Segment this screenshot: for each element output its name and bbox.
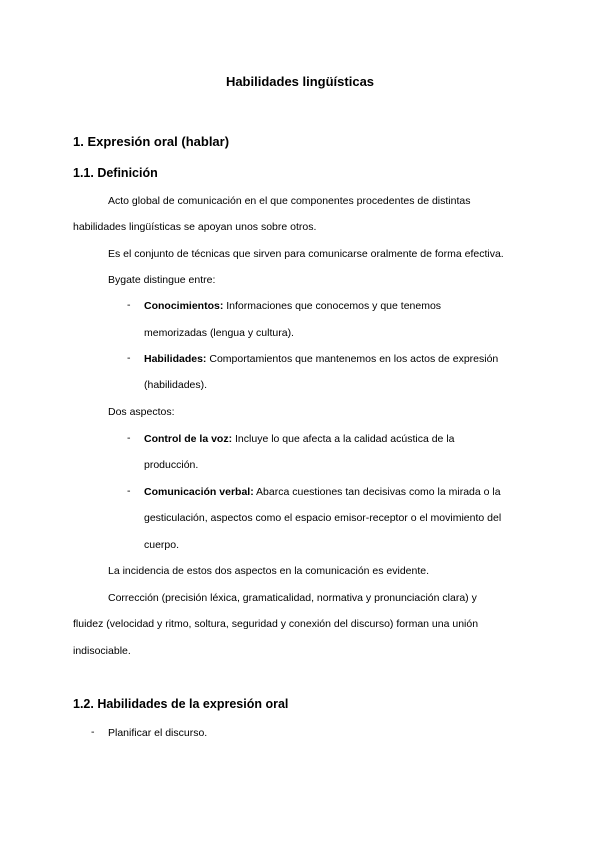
subsection-heading-definicion: 1.1. Definición: [73, 166, 158, 180]
paragraph-6-line-2: fluidez (velocidad y ritmo, soltura, seguridad y conexión del discurso) forman una unión: [73, 618, 479, 630]
list-item-conocimientos: [144, 299, 441, 313]
list-bullet-dash: -: [127, 432, 131, 444]
list-item-continuation: memorizadas (lengua y cultura).: [144, 327, 294, 339]
list-item-term: Comunicación verbal:: [144, 486, 254, 498]
list-item-text: Informaciones que conocemos y que tenemos: [223, 300, 442, 312]
list-item-continuation: producción.: [144, 459, 199, 471]
list-item-term: Conocimientos:: [144, 300, 224, 312]
list-bullet-dash: -: [91, 726, 95, 738]
document-title: Habilidades lingüísticas: [225, 74, 375, 89]
paragraph-4: Dos aspectos:: [108, 406, 175, 418]
subsection-heading-habilidades-expresion: 1.2. Habilidades de la expresión oral: [73, 697, 289, 711]
section-heading-expresion-oral: 1. Expresión oral (hablar): [73, 134, 230, 149]
paragraph-6-line-1: Corrección (precisión léxica, gramaticalidad, normativa y pronunciación clara) y: [108, 592, 477, 604]
list-item-continuation: cuerpo.: [144, 539, 180, 551]
list-bullet-dash: -: [127, 299, 131, 311]
paragraph-2: Es el conjunto de técnicas que sirven para comunicarse oralmente de forma efectiva.: [108, 248, 504, 260]
list-item-planificar: Planificar el discurso.: [108, 727, 208, 739]
list-bullet-dash: -: [127, 352, 131, 364]
paragraph-5: La incidencia de estos dos aspectos en la comunicación es evidente.: [108, 565, 430, 577]
list-item-text: Incluye lo que afecta a la calidad acústica de la: [232, 433, 455, 445]
paragraph-1-line-1: Acto global de comunicación en el que componentes procedentes de distintas: [108, 195, 471, 207]
list-bullet-dash: -: [127, 485, 131, 497]
list-item-continuation: (habilidades).: [144, 379, 208, 391]
list-item-control-voz: [144, 432, 455, 446]
paragraph-1-line-2: habilidades lingüísticas se apoyan unos sobre otros.: [73, 221, 317, 233]
list-item-term: Control de la voz:: [144, 433, 233, 445]
paragraph-3: Bygate distingue entre:: [108, 274, 216, 286]
paragraph-6-line-3: indisociable.: [73, 645, 131, 657]
list-item-continuation: gesticulación, aspectos como el espacio emisor-receptor o el movimiento del: [144, 512, 502, 524]
list-item-comunicacion-verbal: [144, 485, 501, 499]
list-item-habilidades: [144, 352, 498, 366]
list-item-text: Abarca cuestiones tan decisivas como la mirada o la: [253, 486, 501, 498]
list-item-text: Comportamientos que mantenemos en los actos de expresión: [206, 353, 499, 365]
list-item-term: Habilidades:: [144, 353, 207, 365]
